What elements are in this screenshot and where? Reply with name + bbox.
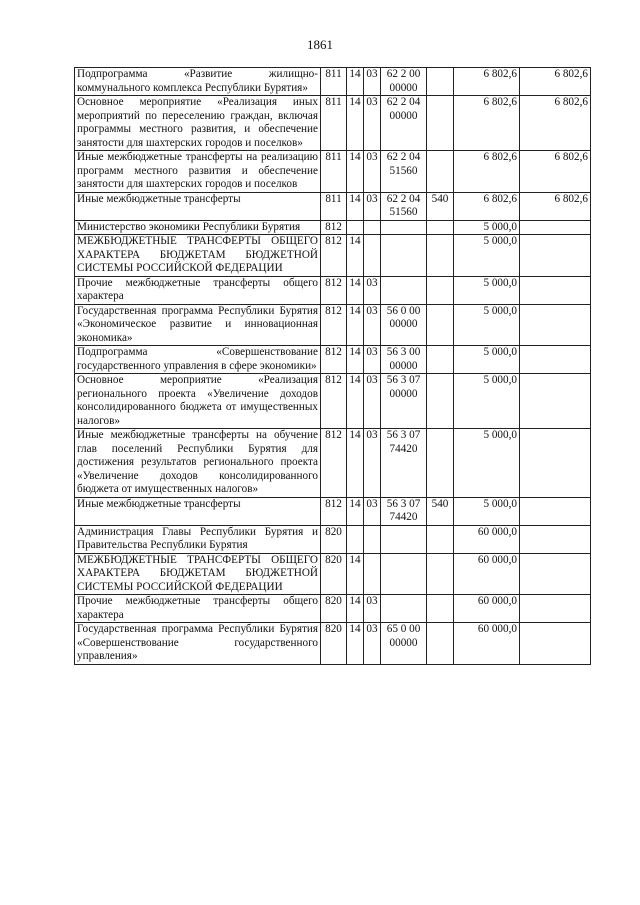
- row-amount-1: 5 000,0: [454, 220, 520, 235]
- row-grbs-code: 812: [321, 235, 347, 277]
- row-amount-2: [520, 595, 591, 623]
- row-target-article-code: 56 3 00 00000: [381, 346, 427, 374]
- row-amount-2: [520, 374, 591, 429]
- table-row: [75, 525, 591, 553]
- row-name: Иные межбюджетные трансферты на обучение глав поселений Республики Бурятия для достижения результатов регионального проекта «Увеличение доходов консолидированного бюджета от имущественных налогов»: [75, 429, 321, 498]
- row-section-code: 14: [347, 346, 364, 374]
- row-amount-1: 5 000,0: [454, 235, 520, 277]
- row-amount-1: 5 000,0: [454, 276, 520, 304]
- row-section-code: 14: [347, 192, 364, 220]
- row-subsection-code: 03: [364, 151, 381, 193]
- row-grbs-code: 812: [321, 497, 347, 525]
- row-target-article-code: 62 2 00 00000: [381, 68, 427, 96]
- row-amount-1: 6 802,6: [454, 68, 520, 96]
- row-amount-2: 6 802,6: [520, 151, 591, 193]
- row-subsection-code: 03: [364, 346, 381, 374]
- table-row: [75, 497, 591, 525]
- row-grbs-code: 812: [321, 276, 347, 304]
- row-target-article-code: [381, 525, 427, 553]
- row-name: МЕЖБЮДЖЕТНЫЕ ТРАНСФЕРТЫ ОБЩЕГО ХАРАКТЕРА БЮДЖЕТАМ БЮДЖЕТНОЙ СИСТЕМЫ РОССИЙСКОЙ ФЕДЕРАЦИИ: [75, 553, 321, 595]
- row-section-code: 14: [347, 429, 364, 498]
- row-amount-2: [520, 429, 591, 498]
- row-subsection-code: 03: [364, 497, 381, 525]
- row-subsection-code: [364, 553, 381, 595]
- table-row: [75, 304, 591, 346]
- row-grbs-code: 812: [321, 429, 347, 498]
- row-amount-2: [520, 235, 591, 277]
- row-name: Основное мероприятие «Реализация иных мероприятий по переселению граждан, включая программы местного развития, и обеспечение занятости для шахтерских городов и поселков»: [75, 96, 321, 151]
- row-amount-2: 6 802,6: [520, 192, 591, 220]
- row-amount-1: 60 000,0: [454, 553, 520, 595]
- row-grbs-code: 820: [321, 553, 347, 595]
- row-amount-1: 5 000,0: [454, 346, 520, 374]
- row-section-code: 14: [347, 623, 364, 665]
- row-section-code: 14: [347, 68, 364, 96]
- row-amount-1: 6 802,6: [454, 151, 520, 193]
- page-number: 1861: [307, 37, 333, 52]
- row-name: Прочие межбюджетные трансферты общего характера: [75, 276, 321, 304]
- row-subsection-code: 03: [364, 96, 381, 151]
- row-subsection-code: 03: [364, 68, 381, 96]
- row-grbs-code: 811: [321, 68, 347, 96]
- row-target-article-code: [381, 220, 427, 235]
- row-grbs-code: 811: [321, 151, 347, 193]
- row-section-code: 14: [347, 151, 364, 193]
- row-name: Прочие межбюджетные трансферты общего характера: [75, 595, 321, 623]
- row-expense-type-code: [427, 304, 454, 346]
- row-expense-type-code: [427, 429, 454, 498]
- row-target-article-code: [381, 595, 427, 623]
- row-section-code: 14: [347, 497, 364, 525]
- row-subsection-code: 03: [364, 595, 381, 623]
- row-amount-2: 6 802,6: [520, 96, 591, 151]
- row-amount-2: [520, 220, 591, 235]
- row-grbs-code: 811: [321, 96, 347, 151]
- row-expense-type-code: [427, 235, 454, 277]
- row-subsection-code: [364, 235, 381, 277]
- row-target-article-code: [381, 235, 427, 277]
- row-expense-type-code: [427, 553, 454, 595]
- row-amount-1: 60 000,0: [454, 595, 520, 623]
- table-body: [75, 68, 591, 665]
- row-target-article-code: [381, 553, 427, 595]
- table-row: [75, 151, 591, 193]
- row-section-code: 14: [347, 96, 364, 151]
- row-name: Основное мероприятие «Реализация регионального проекта «Увеличение доходов консолидированного бюджета от имущественных налогов»: [75, 374, 321, 429]
- row-name: Иные межбюджетные трансферты: [75, 192, 321, 220]
- row-amount-1: 6 802,6: [454, 96, 520, 151]
- row-amount-1: 5 000,0: [454, 304, 520, 346]
- row-subsection-code: 03: [364, 192, 381, 220]
- row-target-article-code: 62 2 04 00000: [381, 96, 427, 151]
- row-section-code: [347, 220, 364, 235]
- row-name: Администрация Главы Республики Бурятия и Правительства Республики Бурятия: [75, 525, 321, 553]
- row-name: Подпрограмма «Совершенствование государственного управления в сфере экономики»: [75, 346, 321, 374]
- row-section-code: 14: [347, 235, 364, 277]
- row-expense-type-code: [427, 220, 454, 235]
- row-subsection-code: [364, 220, 381, 235]
- row-amount-2: [520, 623, 591, 665]
- row-expense-type-code: [427, 346, 454, 374]
- row-subsection-code: 03: [364, 374, 381, 429]
- row-amount-2: [520, 497, 591, 525]
- table-row: [75, 96, 591, 151]
- row-target-article-code: 56 3 07 74420: [381, 429, 427, 498]
- row-amount-2: [520, 553, 591, 595]
- row-amount-2: [520, 304, 591, 346]
- row-expense-type-code: [427, 68, 454, 96]
- row-expense-type-code: [427, 276, 454, 304]
- row-subsection-code: 03: [364, 304, 381, 346]
- table-row: [75, 235, 591, 277]
- row-amount-2: [520, 346, 591, 374]
- row-grbs-code: 811: [321, 192, 347, 220]
- table-row: [75, 553, 591, 595]
- row-target-article-code: 56 0 00 00000: [381, 304, 427, 346]
- row-expense-type-code: [427, 595, 454, 623]
- row-expense-type-code: 540: [427, 192, 454, 220]
- row-amount-1: 60 000,0: [454, 525, 520, 553]
- table-row: [75, 623, 591, 665]
- row-expense-type-code: [427, 96, 454, 151]
- row-expense-type-code: 540: [427, 497, 454, 525]
- row-amount-1: 5 000,0: [454, 497, 520, 525]
- row-section-code: [347, 525, 364, 553]
- row-target-article-code: [381, 276, 427, 304]
- table-row: [75, 429, 591, 498]
- row-name: Иные межбюджетные трансферты на реализацию программ местного развития и обеспечение занятости для шахтерских городов и поселков: [75, 151, 321, 193]
- row-section-code: 14: [347, 595, 364, 623]
- row-target-article-code: 62 2 04 51560: [381, 192, 427, 220]
- row-section-code: 14: [347, 553, 364, 595]
- table-row: [75, 68, 591, 96]
- row-expense-type-code: [427, 151, 454, 193]
- row-expense-type-code: [427, 374, 454, 429]
- row-grbs-code: 820: [321, 525, 347, 553]
- row-grbs-code: 812: [321, 374, 347, 429]
- row-target-article-code: 56 3 07 00000: [381, 374, 427, 429]
- row-section-code: 14: [347, 304, 364, 346]
- table-row: [75, 220, 591, 235]
- row-subsection-code: 03: [364, 276, 381, 304]
- row-grbs-code: 812: [321, 346, 347, 374]
- row-grbs-code: 812: [321, 220, 347, 235]
- row-name: Государственная программа Республики Бурятия «Экономическое развитие и инновационная экономика»: [75, 304, 321, 346]
- row-target-article-code: 56 3 07 74420: [381, 497, 427, 525]
- row-amount-1: 5 000,0: [454, 374, 520, 429]
- row-grbs-code: 820: [321, 595, 347, 623]
- row-subsection-code: 03: [364, 429, 381, 498]
- table-row: [75, 374, 591, 429]
- row-amount-1: 5 000,0: [454, 429, 520, 498]
- table-row: [75, 276, 591, 304]
- row-name: Подпрограмма «Развитие жилищно-коммунального комплекса Республики Бурятия»: [75, 68, 321, 96]
- row-amount-2: 6 802,6: [520, 68, 591, 96]
- row-name: Министерство экономики Республики Бурятия: [75, 220, 321, 235]
- row-expense-type-code: [427, 623, 454, 665]
- row-expense-type-code: [427, 525, 454, 553]
- row-subsection-code: 03: [364, 623, 381, 665]
- row-section-code: 14: [347, 276, 364, 304]
- row-section-code: 14: [347, 374, 364, 429]
- table-row: [75, 192, 591, 220]
- row-subsection-code: [364, 525, 381, 553]
- row-grbs-code: 812: [321, 304, 347, 346]
- row-target-article-code: 65 0 00 00000: [381, 623, 427, 665]
- row-amount-2: [520, 525, 591, 553]
- table-row: [75, 346, 591, 374]
- row-name: МЕЖБЮДЖЕТНЫЕ ТРАНСФЕРТЫ ОБЩЕГО ХАРАКТЕРА БЮДЖЕТАМ БЮДЖЕТНОЙ СИСТЕМЫ РОССИЙСКОЙ ФЕДЕРАЦИИ: [75, 235, 321, 277]
- row-grbs-code: 820: [321, 623, 347, 665]
- table-row: [75, 595, 591, 623]
- row-amount-1: 60 000,0: [454, 623, 520, 665]
- row-name: Государственная программа Республики Бурятия «Совершенствование государственного управления»: [75, 623, 321, 665]
- row-target-article-code: 62 2 04 51560: [381, 151, 427, 193]
- budget-table: [74, 67, 591, 665]
- row-name: Иные межбюджетные трансферты: [75, 497, 321, 525]
- row-amount-1: 6 802,6: [454, 192, 520, 220]
- row-amount-2: [520, 276, 591, 304]
